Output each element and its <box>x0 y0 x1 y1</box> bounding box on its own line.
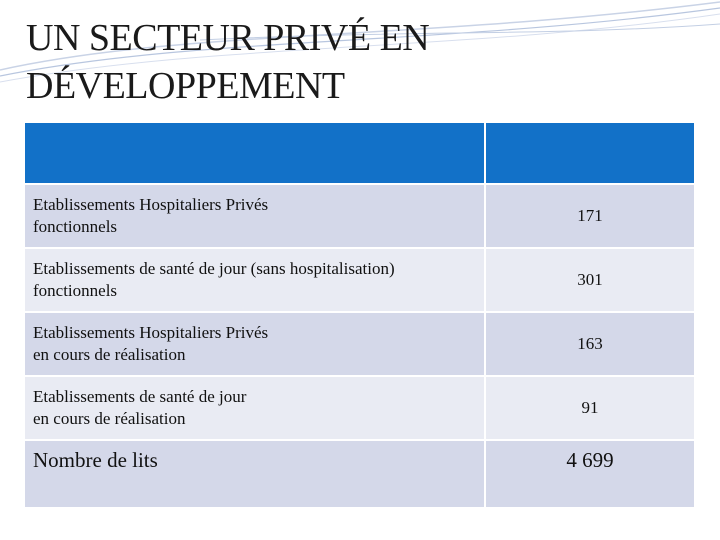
table-row <box>25 312 694 376</box>
row-label-line-1: Etablissements Hospitaliers Privés <box>33 195 269 214</box>
row-label-line-2: en cours de réalisation <box>33 345 186 364</box>
row-label-line-1: Etablissements de santé de jour <box>33 387 247 406</box>
page-title <box>26 14 429 110</box>
title-line-2: DÉVELOPPEMENT <box>26 65 345 107</box>
row-value: 4 699 <box>485 440 694 507</box>
table-row <box>25 376 694 440</box>
row-label-line-1: Etablissements Hospitaliers Privés <box>33 323 269 342</box>
row-label-line-2: en cours de réalisation <box>33 409 186 428</box>
table-row <box>25 248 694 312</box>
row-label <box>25 440 485 507</box>
table-header-row <box>25 123 694 184</box>
row-label-line-2: fonctionnels <box>33 217 118 236</box>
table-row-total <box>25 440 694 507</box>
row-label <box>25 248 485 312</box>
row-label <box>25 376 485 440</box>
row-value: 171 <box>485 184 694 248</box>
row-label-line-1: Nombre de lits <box>33 448 158 472</box>
row-value: 301 <box>485 248 694 312</box>
table-row <box>25 184 694 248</box>
header-cell-value <box>485 123 694 184</box>
header-cell-label <box>25 123 485 184</box>
row-value: 91 <box>485 376 694 440</box>
row-label <box>25 184 485 248</box>
row-label-line-2: fonctionnels <box>33 281 118 300</box>
row-label <box>25 312 485 376</box>
statistics-table <box>25 123 694 507</box>
title-line-1: UN SECTEUR PRIVÉ EN <box>26 17 430 59</box>
row-value: 163 <box>485 312 694 376</box>
row-label-line-1: Etablissements de santé de jour (sans hospitalisation) <box>33 259 395 278</box>
